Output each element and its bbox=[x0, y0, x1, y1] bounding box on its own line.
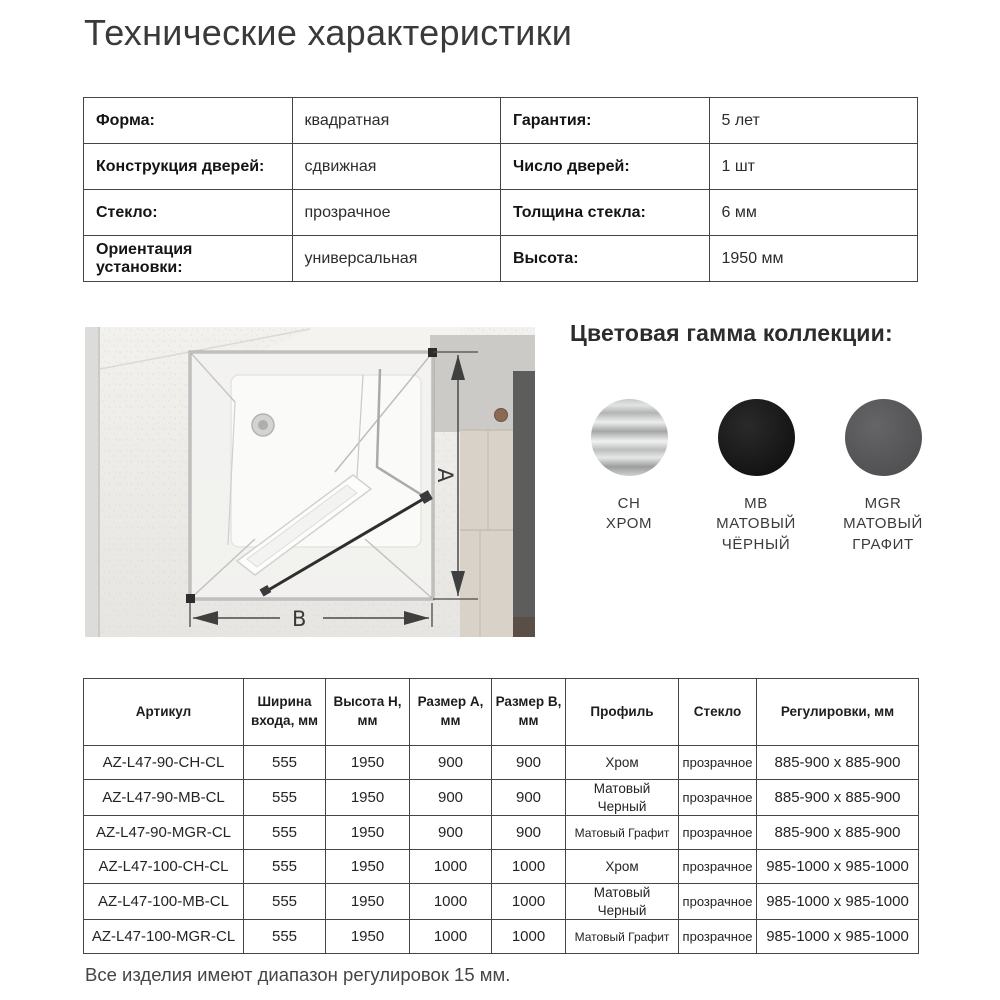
spec-label: Конструкция дверей: bbox=[84, 144, 293, 190]
spec-value: прозрачное bbox=[292, 190, 501, 236]
table-cell: 985-1000 x 985-1000 bbox=[757, 850, 919, 884]
spec-label: Высота: bbox=[501, 236, 710, 282]
column-header: Размер B, мм bbox=[492, 679, 566, 746]
column-header: Регулировки, мм bbox=[757, 679, 919, 746]
table-cell: 1000 bbox=[492, 920, 566, 954]
spec-value: 1 шт bbox=[709, 144, 918, 190]
shower-valve-icon bbox=[495, 409, 508, 422]
spec-label: Стекло: bbox=[84, 190, 293, 236]
swatch-matte-black bbox=[697, 399, 815, 555]
table-cell: Хром bbox=[566, 850, 679, 884]
spec-label: Гарантия: bbox=[501, 98, 710, 144]
table-cell: 555 bbox=[244, 884, 326, 920]
column-header: Ширина входа, мм bbox=[244, 679, 326, 746]
table-cell: 555 bbox=[244, 920, 326, 954]
table-cell: Матовый Черный bbox=[566, 780, 679, 816]
table-cell: AZ-L47-100-MGR-CL bbox=[84, 920, 244, 954]
colors-heading: Цветовая гамма коллекции: bbox=[570, 320, 893, 346]
table-cell: 900 bbox=[410, 746, 492, 780]
swatch-code: MB bbox=[744, 495, 768, 512]
table-cell: 1950 bbox=[326, 746, 410, 780]
page-title: Технические характеристики bbox=[84, 12, 573, 53]
table-cell: 555 bbox=[244, 746, 326, 780]
table-row bbox=[84, 98, 918, 144]
table-cell: 1000 bbox=[410, 920, 492, 954]
table-cell: прозрачное bbox=[679, 816, 757, 850]
table-cell: 1000 bbox=[410, 850, 492, 884]
swatch-name: МАТОВЫЙ ЧЁРНЫЙ bbox=[716, 515, 796, 553]
product-diagram bbox=[85, 327, 535, 637]
footnote: Все изделия имеют диапазон регулировок 15 мм. bbox=[85, 964, 511, 985]
color-collection-section bbox=[570, 320, 942, 555]
column-header: Размер A, мм bbox=[410, 679, 492, 746]
spec-value: сдвижная bbox=[292, 144, 501, 190]
spec-label: Ориентация установки: bbox=[84, 236, 293, 282]
table-cell: 1950 bbox=[326, 920, 410, 954]
column-header: Профиль bbox=[566, 679, 679, 746]
chrome-color-circle bbox=[591, 399, 668, 476]
table-row bbox=[84, 144, 918, 190]
products-header-row bbox=[84, 679, 919, 746]
spec-value: 5 лет bbox=[709, 98, 918, 144]
table-row bbox=[84, 746, 919, 780]
table-row bbox=[84, 780, 919, 816]
table-row bbox=[84, 190, 918, 236]
spec-value: 6 мм bbox=[709, 190, 918, 236]
table-cell: Матовый Графит bbox=[566, 816, 679, 850]
table-row bbox=[84, 884, 919, 920]
table-row bbox=[84, 236, 918, 282]
spec-value: квадратная bbox=[292, 98, 501, 144]
matte-black-color-circle bbox=[718, 399, 795, 476]
table-cell: 900 bbox=[410, 780, 492, 816]
spec-value: 1950 мм bbox=[709, 236, 918, 282]
table-cell: 1000 bbox=[410, 884, 492, 920]
table-cell: прозрачное bbox=[679, 850, 757, 884]
table-cell: 555 bbox=[244, 816, 326, 850]
spec-label: Толщина стекла: bbox=[501, 190, 710, 236]
table-cell: 1950 bbox=[326, 816, 410, 850]
table-cell: Хром bbox=[566, 746, 679, 780]
table-cell: 555 bbox=[244, 780, 326, 816]
table-cell: AZ-L47-90-MGR-CL bbox=[84, 816, 244, 850]
table-cell: 555 bbox=[244, 850, 326, 884]
table-cell: 1950 bbox=[326, 884, 410, 920]
table-cell: 1000 bbox=[492, 884, 566, 920]
spec-label: Форма: bbox=[84, 98, 293, 144]
matte-graphite-color-circle bbox=[845, 399, 922, 476]
spec-label: Число дверей: bbox=[501, 144, 710, 190]
swatch-code: MGR bbox=[864, 495, 902, 512]
products-body bbox=[84, 746, 919, 954]
swatch-matte-graphite bbox=[824, 399, 942, 555]
table-cell: AZ-L47-90-CH-CL bbox=[84, 746, 244, 780]
swatch-code: CH bbox=[617, 495, 641, 512]
table-cell: прозрачное bbox=[679, 920, 757, 954]
dim-label-a: A bbox=[433, 468, 457, 483]
table-row bbox=[84, 850, 919, 884]
table-row bbox=[84, 920, 919, 954]
swatch-chrome bbox=[570, 399, 688, 555]
table-cell: прозрачное bbox=[679, 780, 757, 816]
spec-table bbox=[83, 97, 918, 282]
swatch-name: ХРОМ bbox=[605, 515, 653, 533]
table-cell: AZ-L47-100-MB-CL bbox=[84, 884, 244, 920]
table-cell: 885-900 x 885-900 bbox=[757, 746, 919, 780]
shower-top-view-image bbox=[85, 327, 535, 637]
table-cell: AZ-L47-90-MB-CL bbox=[84, 780, 244, 816]
table-cell: 1950 bbox=[326, 850, 410, 884]
table-cell: AZ-L47-100-CH-CL bbox=[84, 850, 244, 884]
spec-value: универсальная bbox=[292, 236, 501, 282]
table-cell: 985-1000 x 985-1000 bbox=[757, 920, 919, 954]
column-header: Стекло bbox=[679, 679, 757, 746]
table-cell: Матовый Черный bbox=[566, 884, 679, 920]
column-header: Высота H, мм bbox=[326, 679, 410, 746]
dim-label-b: B bbox=[292, 607, 307, 631]
column-header: Артикул bbox=[84, 679, 244, 746]
table-cell: 985-1000 x 985-1000 bbox=[757, 884, 919, 920]
table-cell: 1950 bbox=[326, 780, 410, 816]
swatch-name: МАТОВЫЙ ГРАФИТ bbox=[843, 515, 923, 553]
swatch-list bbox=[570, 399, 942, 555]
table-cell: 885-900 x 885-900 bbox=[757, 780, 919, 816]
table-row bbox=[84, 816, 919, 850]
table-cell: 900 bbox=[492, 816, 566, 850]
table-cell: прозрачное bbox=[679, 884, 757, 920]
table-cell: 885-900 x 885-900 bbox=[757, 816, 919, 850]
table-cell: прозрачное bbox=[679, 746, 757, 780]
table-cell: 900 bbox=[410, 816, 492, 850]
table-cell: 900 bbox=[492, 746, 566, 780]
products-table bbox=[83, 678, 919, 954]
table-cell: Матовый Графит bbox=[566, 920, 679, 954]
table-cell: 900 bbox=[492, 780, 566, 816]
table-cell: 1000 bbox=[492, 850, 566, 884]
